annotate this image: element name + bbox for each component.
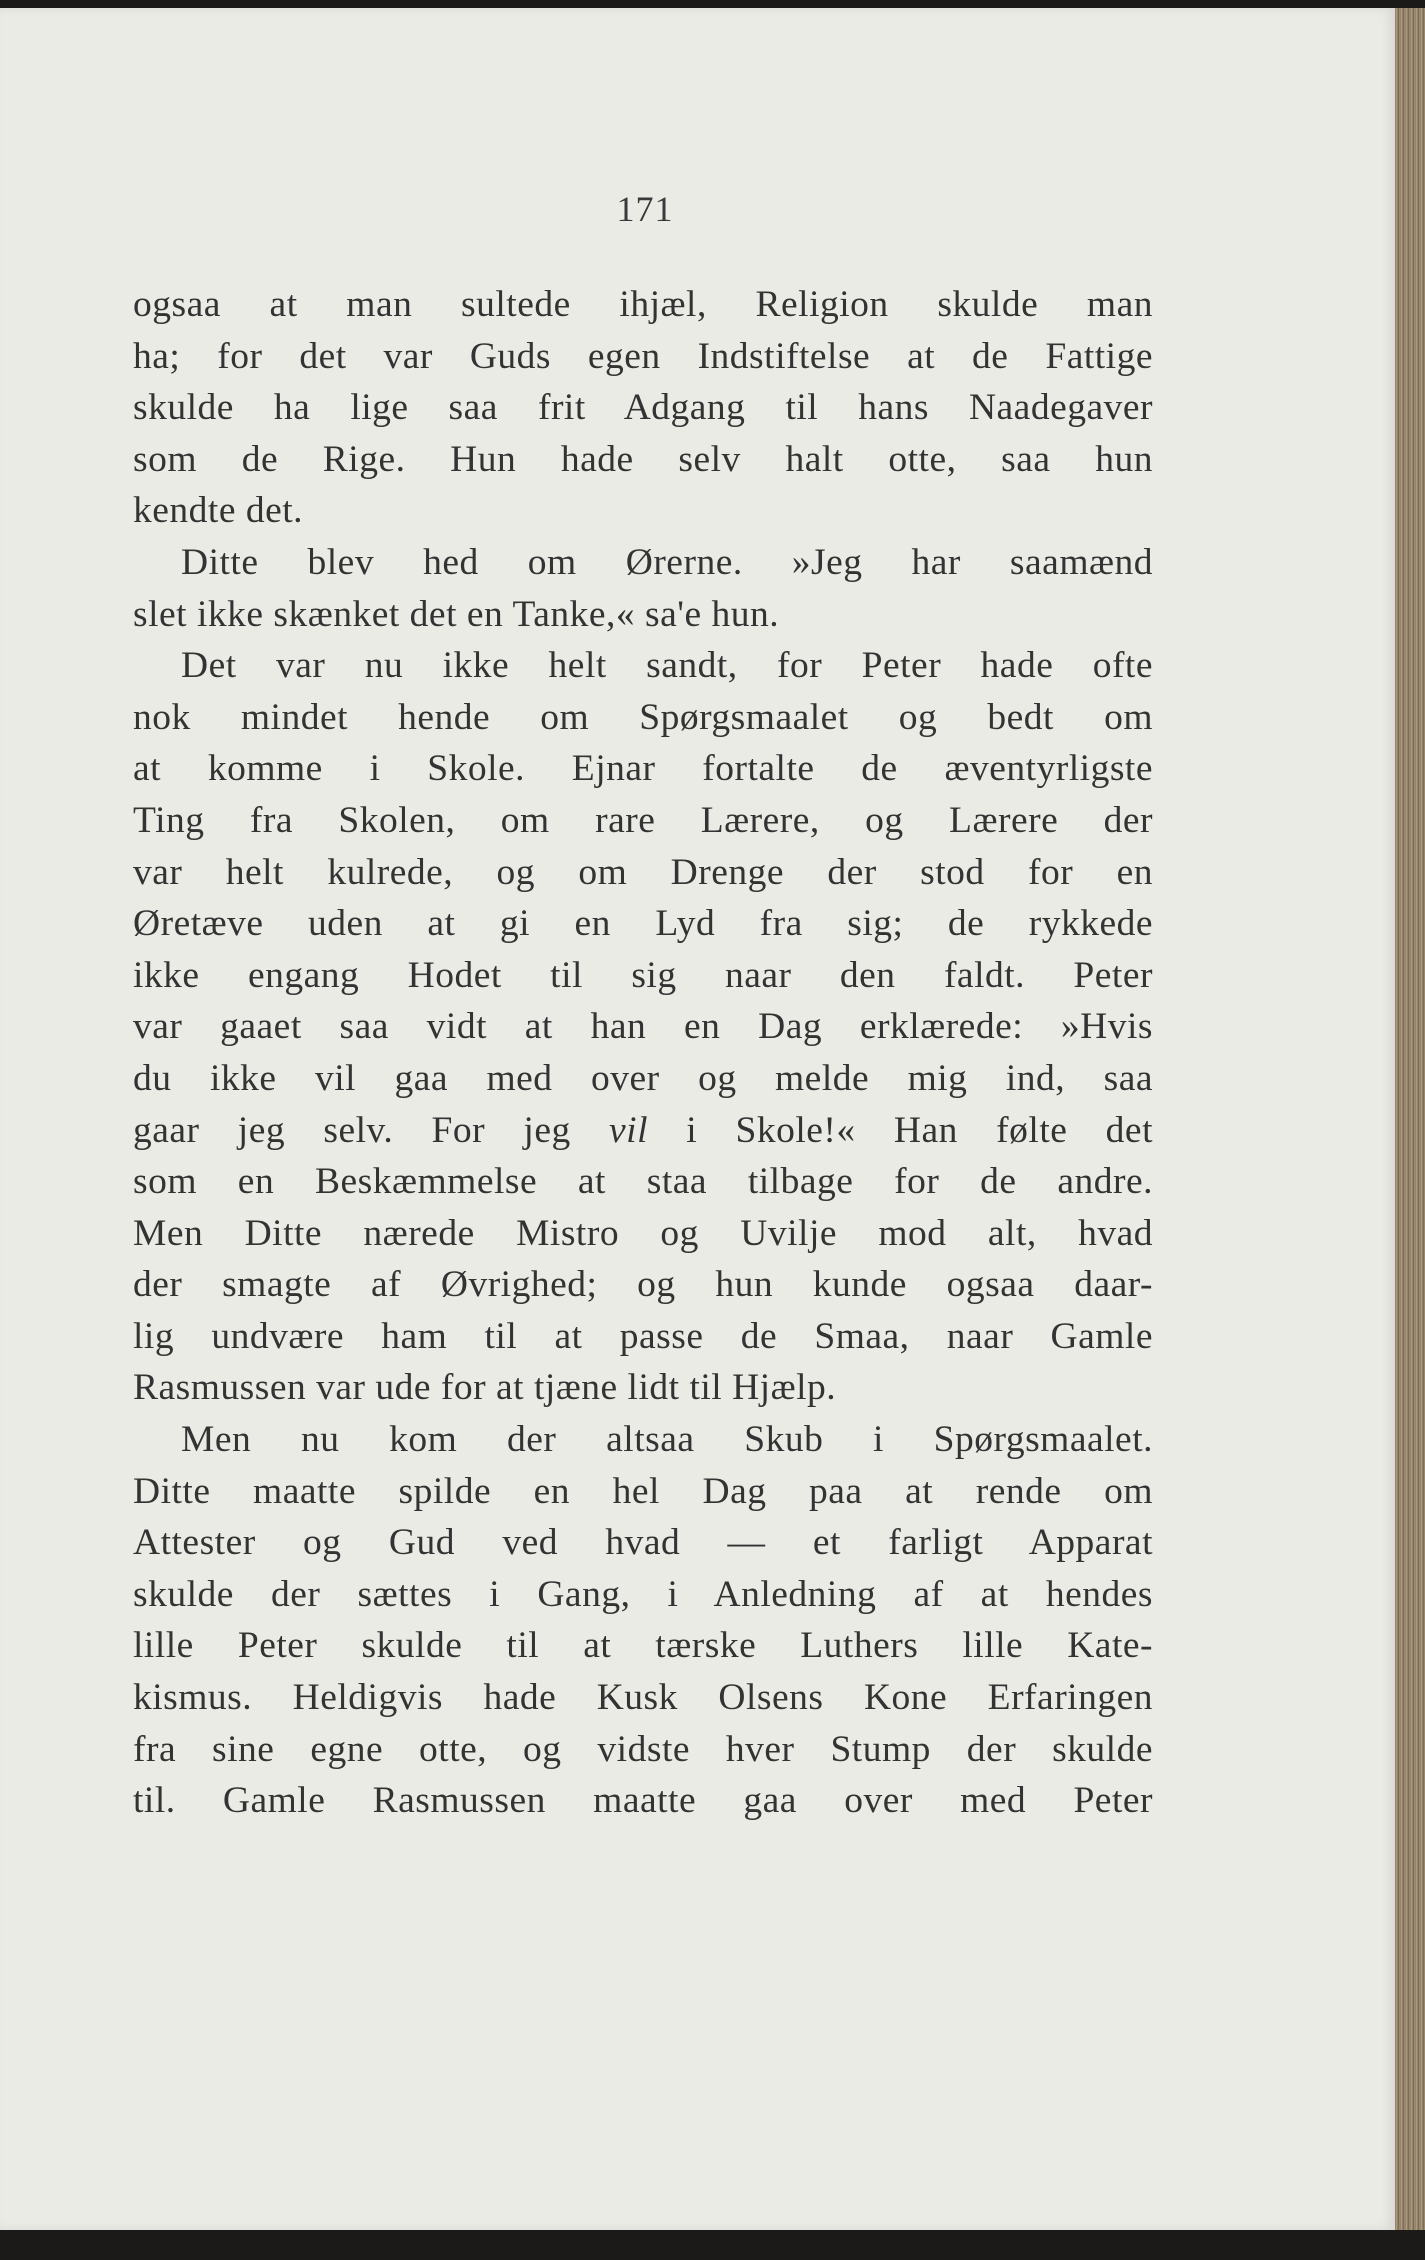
text-line: var helt kulrede, og om Drenge der stod for en (133, 851, 1153, 893)
text-line: skulde der sættes i Gang, i Anledning af at hendes (133, 1573, 1153, 1615)
text-line: ikke engang Hodet til sig naar den faldt. Peter (133, 954, 1153, 996)
text-line: at komme i Skole. Ejnar fortalte de æventyrligste (133, 748, 1153, 790)
text-line: som de Rige. Hun hade selv halt otte, saa hun (133, 438, 1153, 480)
text-line: der smagte af Øvrighed; og hun kunde ogsaa daar- (133, 1264, 1153, 1306)
text-segment: gaar jeg selv. For jeg (133, 1109, 610, 1151)
text-line: Ditte maatte spilde en hel Dag paa at rende om (133, 1470, 1153, 1512)
text-line: kendte det. (133, 490, 304, 532)
text-line: Men nu kom der altsaa Skub i Spørgsmaalet. (181, 1419, 1153, 1461)
book-page (0, 8, 1395, 2230)
text-line: til. Gamle Rasmussen maatte gaa over med Peter (133, 1780, 1153, 1822)
body-text (133, 279, 1153, 1827)
text-line: nok mindet hende om Spørgsmaalet og bedt om (133, 696, 1153, 738)
text-line: ogsaa at man sultede ihjæl, Religion skulde man (133, 284, 1153, 325)
text-line: Det var nu ikke helt sandt, for Peter hade ofte (181, 645, 1153, 687)
page-edge-stack (1395, 8, 1425, 2230)
text-line: fra sine egne otte, og vidste hver Stump der skulde (133, 1728, 1153, 1770)
text-line: Men Ditte nærede Mistro og Uvilje mod alt, hvad (133, 1212, 1153, 1254)
text-line: du ikke vil gaa med over og melde mig ind, saa (133, 1057, 1153, 1099)
text-line: Rasmussen var ude for at tjæne lidt til Hjælp. (133, 1367, 837, 1409)
text-line: som en Beskæmmelse at staa tilbage for de andre. (133, 1161, 1153, 1203)
text-line: lig undvære ham til at passe de Smaa, naar Gamle (133, 1315, 1153, 1357)
text-line: var gaaet saa vidt at han en Dag erklærede: »Hvis (133, 1006, 1153, 1048)
text-line: lille Peter skulde til at tærske Luthers lille Kate- (133, 1625, 1153, 1667)
page-number: 171 (616, 189, 674, 229)
text-line: Ditte blev hed om Ørerne. »Jeg har saamænd (181, 541, 1153, 583)
text-line: Ting fra Skolen, om rare Lærere, og Lærere der (133, 799, 1153, 841)
text-line: ha; for det var Guds egen Indstiftelse at de Fattige (133, 335, 1153, 377)
text-line: kismus. Heldigvis hade Kusk Olsens Kone Erfaringen (133, 1677, 1153, 1719)
text-line: skulde ha lige saa frit Adgang til hans Naadegaver (133, 387, 1153, 429)
text-line: Øretæve uden at gi en Lyd fra sig; de rykkede (133, 903, 1153, 945)
text-line: slet ikke skænket det en Tanke,« sa'e hun. (133, 593, 780, 635)
text-segment: i Skole!« Han følte det (648, 1109, 1153, 1151)
italic-word: vil (609, 1109, 648, 1151)
text-line: Attester og Gud ved hvad — et farligt Apparat (133, 1522, 1153, 1564)
text-line (133, 1105, 1153, 1157)
